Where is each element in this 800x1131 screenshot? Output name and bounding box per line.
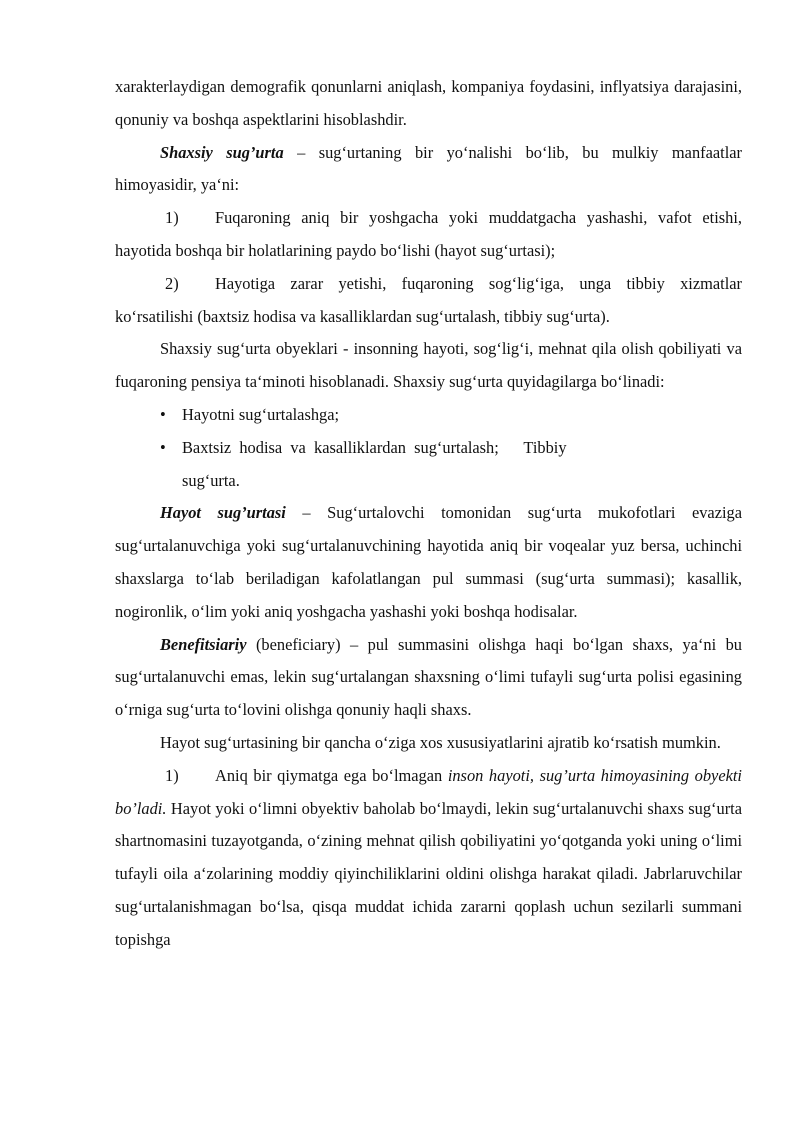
- item-number: 1): [165, 208, 179, 228]
- numbered-item-1: [115, 202, 742, 268]
- item-text-pre: Aniq bir qiymatga ega bo‘lmagan: [215, 765, 448, 785]
- bullet-item-2: [160, 432, 742, 465]
- document-body: [115, 71, 742, 957]
- paragraph-features: Hayot sug‘urtasining bir qancha o‘ziga xos xususiyatlarini ajratib ko‘rsatish mumkin.: [160, 732, 721, 752]
- definition-beneficiary: (beneficiary) – pul summasini olishga haqi bo‘lgan shaxs, ya‘ni bu sug‘urtalanuvchi emas, lekin sug‘urtalangan shaxsning o‘limi tufayli sug‘urta polisi egasining o‘rniga sug‘urta to‘lovini olishga qonuniy haqli shaxs.: [115, 634, 742, 720]
- paragraph-beneficiary: [115, 629, 742, 727]
- paragraph-intro: xarakterlaydigan demografik qonunlarni aniqlash, kompaniya foydasini, inflyatsiya darajasini, qonuniy va boshqa aspektlarini hisoblashdir.: [115, 77, 742, 129]
- bullet-mark: •: [160, 404, 166, 424]
- item-text: Hayotiga zarar yetishi, fuqaroning sog‘lig‘iga, unga tibbiy xizmatlar ko‘rsatilishi (baxtsiz hodisa va kasalliklardan sug‘urtalash, tibbiy sug‘urta).: [115, 273, 742, 326]
- item-text-italic: inson hayoti, sug’urta himoyasining obyekti bo’ladi.: [115, 765, 742, 818]
- bullet-item-2-continued: sug‘urta.: [182, 470, 240, 490]
- numbered-item-3: [115, 760, 742, 957]
- definition-personal-insurance: – sug‘urtaning bir yo‘nalishi bo‘lib, bu mulkiy manfaatlar himoyasidir, ya‘ni:: [115, 142, 742, 195]
- item-number: 2): [165, 273, 179, 293]
- term-life-insurance: Hayot sug’urtasi: [160, 503, 286, 523]
- bullet-text: Hayotni sug‘urtalashga;: [182, 404, 340, 424]
- item-number: 1): [165, 765, 179, 785]
- numbered-item-2: [115, 268, 742, 334]
- term-personal-insurance: Shaxsiy sug’urta: [160, 142, 284, 162]
- term-beneficiary: Benefitsiariy: [160, 634, 247, 654]
- bullet-mark: •: [160, 437, 166, 457]
- bullet-text: Baxtsiz hodisa va kasalliklardan sug‘urtalash; Tibbiy: [182, 437, 567, 457]
- bullet-item-1: [160, 399, 742, 432]
- paragraph-objects: Shaxsiy sug‘urta obyeklari - insonning hayoti, sog‘lig‘i, mehnat qila olish qobiliyati va fuqaroning pensiya ta‘minoti hisoblanadi. Shaxsiy sug‘urta quyidagilarga bo‘linadi:: [115, 339, 742, 392]
- item-text: Fuqaroning aniq bir yoshgacha yoki muddatgacha yashashi, vafot etishi, hayotida boshqa bir holatlarining paydo bo‘lishi (hayot sug‘urtasi);: [115, 208, 742, 260]
- paragraph-life-insurance: [115, 497, 742, 628]
- paragraph-personal-insurance: [115, 137, 742, 203]
- item-text-rest: Hayot yoki o‘limni obyektiv baholab bo‘lmaydi, lekin sug‘urtalanuvchi shaxs sug‘urta shartnomasini tuzayotganda, o‘zining mehnat qilish qobiliyatini yo‘qotganda yoki uning o‘limi tufayli oila a‘zolarining moddiy qiyinchiliklarini oldini olishga harakat qiladi. Jabrlaruvchilar sug‘urtalanishmagan bo‘lsa, qisqa muddat ichida zararni qoplash uchun sezilarli summani topishga: [115, 798, 742, 949]
- definition-life-insurance: – Sug‘urtalovchi tomonidan sug‘urta mukofotlari evaziga sug‘urtalanuvchiga yoki sug‘urtalanuvchining hayotida aniq bir voqealar yuz bersa, uchinchi shaxslarga to‘lab beriladigan kafolatlangan pul summasi (sug‘urta summasi); kasallik, nogironlik, o‘lim yoki aniq yoshgacha yashashi yoki boshqa hodisalar.: [115, 503, 742, 621]
